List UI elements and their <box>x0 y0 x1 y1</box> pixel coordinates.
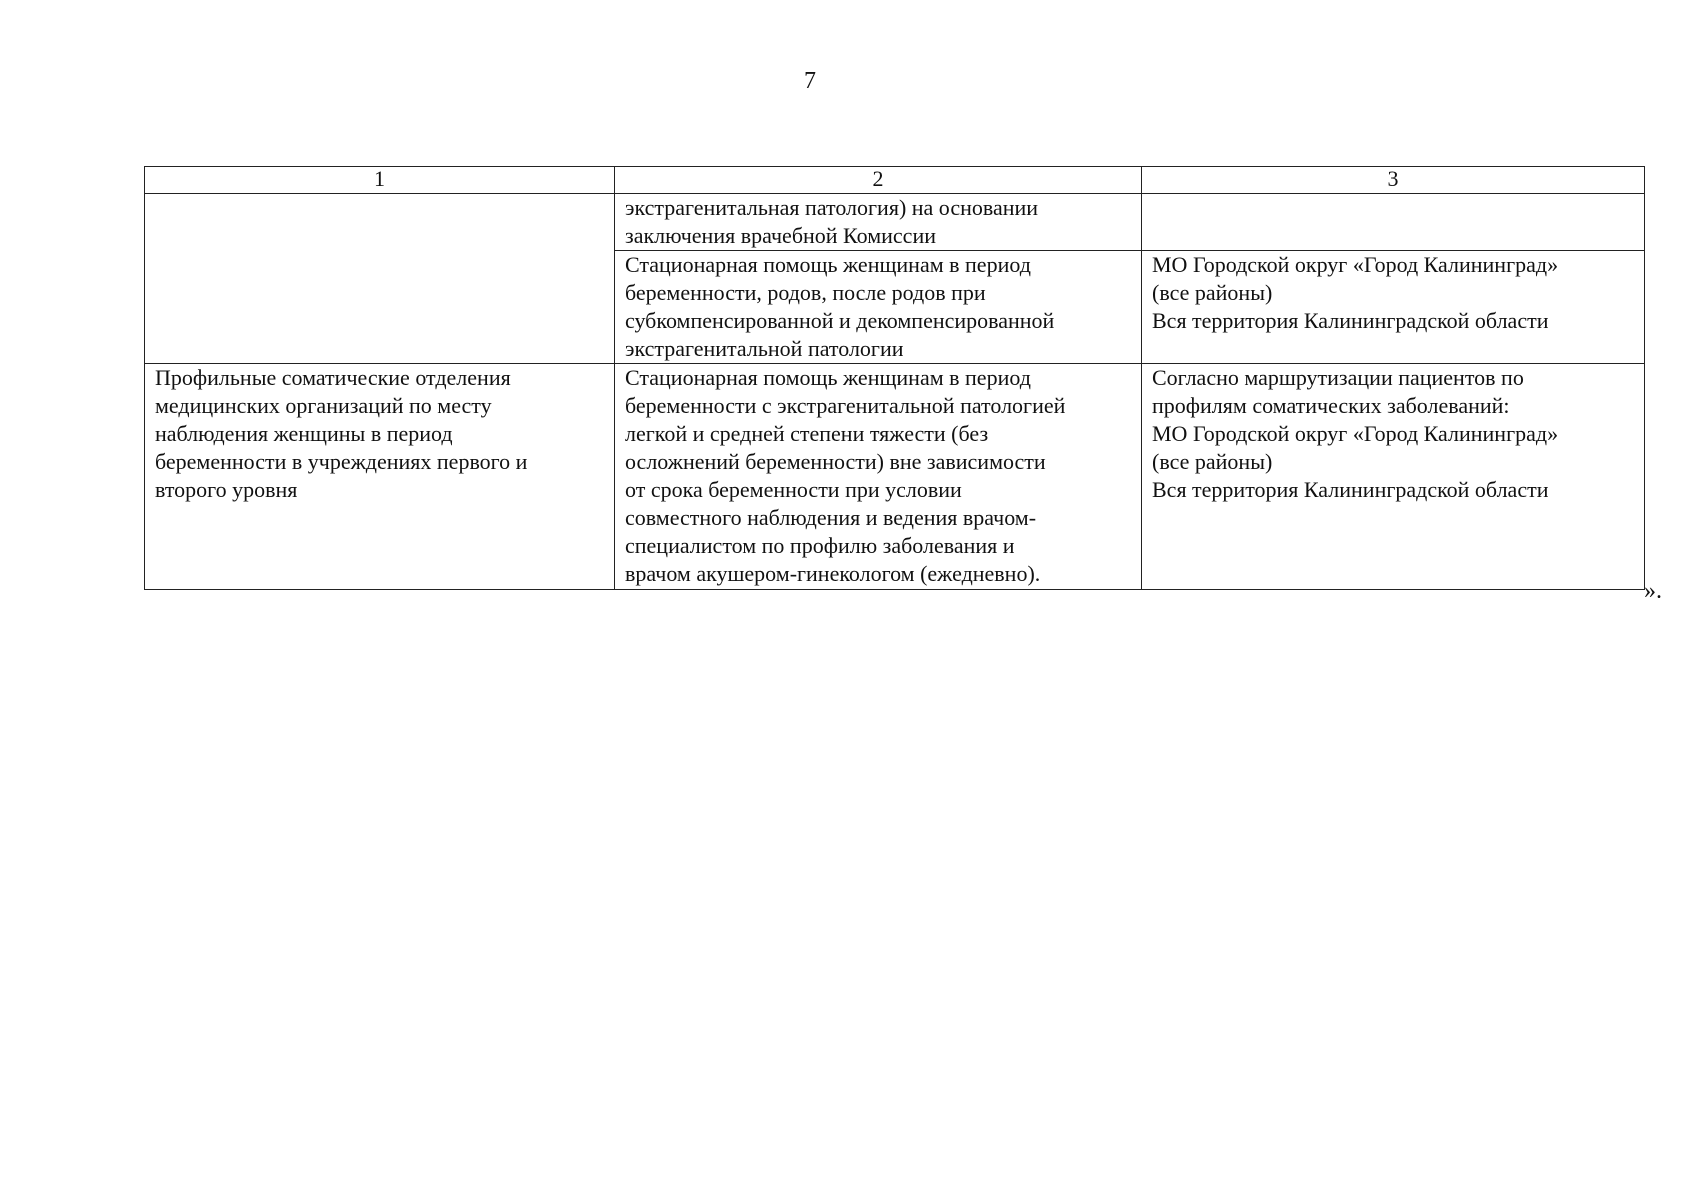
row2-col2-cell <box>615 251 1142 364</box>
cell-line: Стационарная помощь женщинам в период <box>625 252 1031 277</box>
cell-line: от срока беременности при условии <box>625 477 962 502</box>
column-header-3: 3 <box>1142 167 1645 194</box>
cell-line: Вся территория Калининградской области <box>1152 308 1549 333</box>
row1-col1-cell <box>145 194 615 364</box>
cell-line: Профильные соматические отделения <box>155 365 511 390</box>
cell-line: беременности, родов, после родов при <box>625 280 986 305</box>
cell-line: медицинских организаций по месту <box>155 393 492 418</box>
cell-line: Согласно маршрутизации пациентов по <box>1152 365 1524 390</box>
closing-quote-mark: ». <box>1644 578 1662 604</box>
cell-line: специалистом по профилю заболевания и <box>625 533 1015 558</box>
table-header-row <box>145 167 1645 194</box>
cell-line: легкой и средней степени тяжести (без <box>625 421 989 446</box>
cell-line: (все районы) <box>1152 280 1273 305</box>
column-header-1: 1 <box>145 167 615 194</box>
cell-line: Вся территория Калининградской области <box>1152 477 1549 502</box>
cell-line: второго уровня <box>155 477 298 502</box>
row3-col3-cell <box>1142 364 1645 590</box>
cell-line: Стационарная помощь женщинам в период <box>625 365 1031 390</box>
cell-line: осложнений беременности) вне зависимости <box>625 449 1046 474</box>
column-header-2: 2 <box>615 167 1142 194</box>
cell-line: субкомпенсированной и декомпенсированной <box>625 308 1055 333</box>
cell-line: МО Городской округ «Город Калининград» <box>1152 421 1559 446</box>
cell-line: МО Городской округ «Город Калининград» <box>1152 252 1559 277</box>
cell-line: экстрагенитальная патология) на основании <box>625 195 1039 220</box>
cell-line: врачом акушером-гинекологом (ежедневно). <box>625 561 1041 586</box>
table-row <box>145 364 1645 590</box>
routing-table <box>144 166 1645 590</box>
row3-col1-cell <box>145 364 615 590</box>
row1-col2-cell <box>615 194 1142 251</box>
cell-line: наблюдения женщины в период <box>155 421 453 446</box>
table-row <box>145 194 1645 251</box>
row1-col3-cell <box>1142 194 1645 251</box>
cell-line: беременности в учреждениях первого и <box>155 449 528 474</box>
cell-line: экстрагенитальной патологии <box>625 336 904 361</box>
cell-line: (все районы) <box>1152 449 1273 474</box>
cell-line: профилям соматических заболеваний: <box>1152 393 1510 418</box>
row2-col3-cell <box>1142 251 1645 364</box>
cell-line: заключения врачебной Комиссии <box>625 223 936 248</box>
page-number: 7 <box>804 68 816 94</box>
row3-col2-cell <box>615 364 1142 590</box>
cell-line: беременности с экстрагенитальной патологией <box>625 393 1066 418</box>
cell-line: совместного наблюдения и ведения врачом- <box>625 505 1037 530</box>
